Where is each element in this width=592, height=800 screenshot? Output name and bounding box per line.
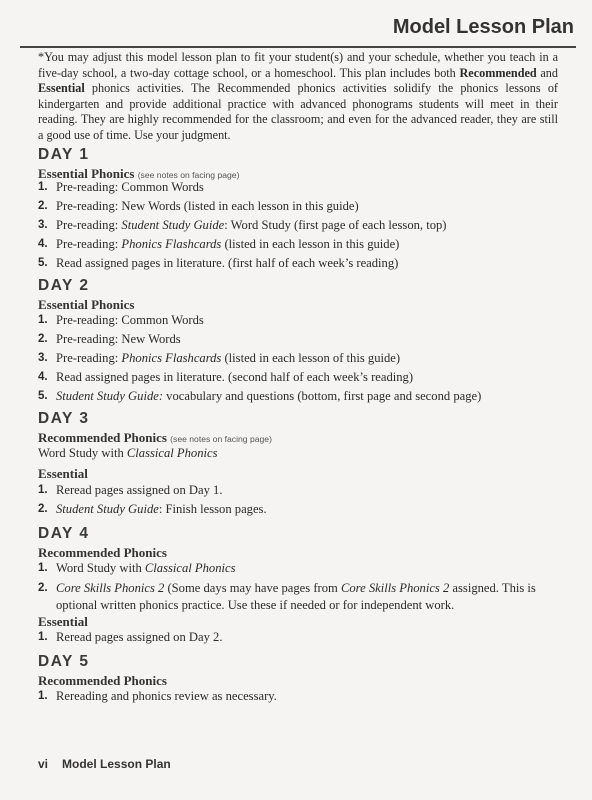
item-title: Student Study Guide: (56, 389, 164, 403)
day2-item-1 (38, 312, 562, 329)
item-text: : Finish lesson pages. (158, 502, 267, 516)
item-text: Reread pages assigned on Day 1. (56, 483, 223, 497)
list-number: 1. (38, 690, 48, 702)
line-title: Classical Phonics (126, 446, 218, 460)
page-footer (38, 757, 171, 771)
intro-paragraph (38, 50, 558, 144)
item-title: Student Study Guide (121, 218, 225, 232)
page-title: Model Lesson Plan (392, 16, 574, 38)
list-number: 1. (38, 181, 48, 193)
day3-word-study (38, 446, 218, 461)
item-text: Read assigned pages in literature. (second half of each week’s reading) (56, 370, 414, 384)
list-number: 4. (38, 371, 48, 383)
day5-item-1 (38, 688, 562, 705)
item-text: Pre-reading: (56, 218, 122, 232)
list-number: 3. (38, 219, 48, 231)
item-text: Pre-reading: New Words (56, 332, 181, 346)
item-title: Phonics Flashcards (121, 351, 222, 365)
day4-essential-subheading: Essential (38, 614, 88, 629)
day5-subheading: Recommended Phonics (38, 673, 167, 688)
day1-item-4 (38, 236, 562, 253)
day2-heading: DAY 2 (38, 277, 90, 294)
day3-note: (see notes on facing page) (170, 434, 272, 444)
item-title: Core Skills Phonics 2 (340, 581, 450, 595)
list-number: 4. (38, 238, 48, 250)
list-number: 2. (38, 333, 48, 345)
list-number: 2. (38, 200, 48, 212)
intro-text-2: phonics activities. The Recommended phonics activities solidify the phonics lessons of kindergarten and provide additional practice with advanced phonograms students will meet in their reading. They are highly recommended for the classroom; and even for the advanced reader, they are still a good use of time. Use your judgment. (38, 81, 558, 142)
day4-heading: DAY 4 (38, 525, 90, 542)
day2-item-4 (38, 369, 562, 386)
day4-item-1 (38, 560, 562, 577)
list-number: 2. (38, 582, 48, 594)
day1-item-3 (38, 217, 562, 234)
item-text: Read assigned pages in literature. (first half of each week’s reading) (56, 256, 399, 270)
item-title: Student Study Guide (56, 502, 159, 516)
day1-item-5 (38, 255, 562, 272)
day4-subheading: Recommended Phonics (38, 545, 167, 560)
day3-item-2 (38, 501, 562, 518)
day3-essential-subheading: Essential (38, 466, 88, 481)
item-text: assigned. This is optional written phonics practice. Use these if needed or for independent work. (56, 581, 536, 612)
intro-recommended: Recommended (459, 65, 537, 80)
item-title: Core Skills Phonics 2 (56, 581, 165, 595)
item-text: (listed in each lesson in this guide) (221, 237, 400, 251)
day3-heading: DAY 3 (38, 410, 90, 427)
list-number: 1. (38, 562, 48, 574)
day2-item-3 (38, 350, 562, 367)
intro-text-1: *You may adjust this model lesson plan to fit your student(s) and your schedule, whether you teach in a five-day school, a two-day cottage school, or a homeschool. This plan includes both (38, 50, 558, 80)
item-title: Phonics Flashcards (121, 237, 222, 251)
day1-item-2 (38, 198, 562, 215)
item-title: Classical Phonics (144, 561, 236, 575)
item-text: (listed in each lesson of this guide) (221, 351, 401, 365)
day1-heading: DAY 1 (38, 146, 90, 163)
item-text: (Some days may have pages from (164, 581, 341, 595)
item-text: Pre-reading: (56, 237, 122, 251)
item-text: : Word Study (first page of each lesson, top) (224, 218, 447, 232)
list-number: 1. (38, 314, 48, 326)
line-text: Word Study with (38, 446, 127, 460)
item-text: Reread pages assigned on Day 2. (56, 630, 223, 644)
intro-essential: Essential (38, 81, 85, 96)
item-text: vocabulary and questions (bottom, first page and second page) (163, 389, 482, 403)
day2-item-5 (38, 388, 562, 405)
day4-item-2 (38, 580, 562, 613)
intro-and: and (536, 65, 558, 80)
item-text: Rereading and phonics review as necessary. (56, 689, 277, 703)
item-text: Pre-reading: Common Words (56, 313, 204, 327)
header-bar (20, 8, 576, 48)
day3-subheading (38, 430, 272, 446)
list-number: 5. (38, 257, 48, 269)
list-number: 1. (38, 631, 48, 643)
day2-item-2 (38, 331, 562, 348)
day4-essential-item-1 (38, 629, 562, 646)
page-number: vi (38, 757, 49, 771)
day3-sub-label: Recommended Phonics (38, 430, 167, 445)
list-number: 3. (38, 352, 48, 364)
day1-note: (see notes on facing page) (137, 170, 240, 180)
item-text: Word Study with (56, 561, 145, 575)
footer-label: Model Lesson Plan (62, 757, 171, 771)
list-number: 1. (38, 484, 48, 496)
list-number: 2. (38, 503, 48, 515)
item-text: Pre-reading: Common Words (56, 180, 204, 194)
day2-subheading: Essential Phonics (38, 297, 135, 312)
item-text: Pre-reading: (56, 351, 122, 365)
list-number: 5. (38, 390, 48, 402)
day5-heading: DAY 5 (38, 653, 90, 670)
day3-item-1 (38, 482, 562, 499)
item-text: Pre-reading: New Words (listed in each lesson in this guide) (56, 199, 359, 213)
day1-item-1 (38, 179, 562, 196)
day1-sub-label: Essential Phonics (38, 166, 135, 181)
